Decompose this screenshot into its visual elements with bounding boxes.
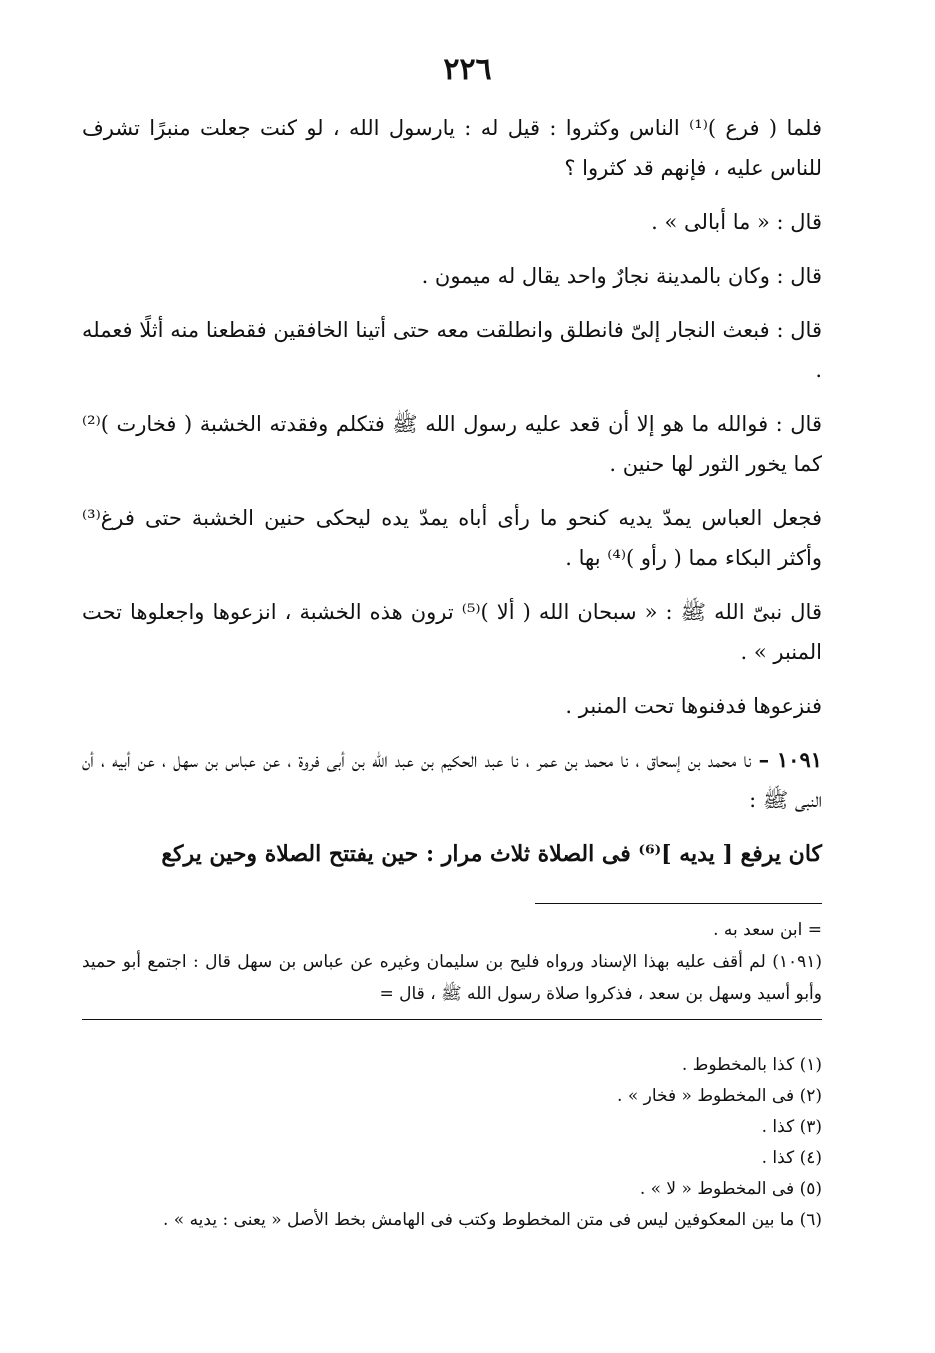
hadith-number: ١٠٩١ – xyxy=(758,747,823,772)
hadith-isnad: نا محمد بن إسحاق ، نا محمد بن عمر ، نا عبد الحكيم بن عبد الله بن أبى فروة ، عن عباس بن سهل ، عن أبيه ، أن النبى ﷺ : xyxy=(82,748,822,812)
paragraph: قال نبىّ الله ﷺ : « سبحان الله ( ألا )⁽⁵⁾ ترون هذه الخشبة ، انزعوها واجعلوها تحت المنبر » . xyxy=(82,600,822,664)
paragraph: فنزعوها فدفنوها تحت المنبر . xyxy=(565,694,822,718)
footnote: (٥) فى المخطوط « لا » . xyxy=(639,1179,822,1199)
notes-divider xyxy=(535,903,822,904)
footnote: (٤) كذا . xyxy=(761,1148,822,1168)
paragraph: قال : فوالله ما هو إلا أن قعد عليه رسول الله ﷺ فتكلم وفقدته الخشبة ( فخارت )⁽²⁾ كما يخور الثور لها حنين . xyxy=(82,412,822,476)
footnote: (٢) فى المخطوط « فخار » . xyxy=(617,1086,822,1106)
takhrij-line: (١٠٩١) لم أقف عليه بهذا الإسناد ورواه فليح بن سليمان وغيره عن عباس بن سهل قال : اجتمع أبو حميد وأبو أسيد وسهل بن سعد ، فذكروا صلاة رسول الله ﷺ ، قال = xyxy=(82,952,822,1004)
paragraph: فجعل العباس يمدّ يديه كنحو ما رأى أباه يمدّ يده ليحكى حنين الخشبة حتى فرغ⁽³⁾ وأكثر البكاء مما ( رأو )⁽⁴⁾ بها . xyxy=(82,506,822,570)
main-text xyxy=(82,108,822,888)
takhrij-notes xyxy=(82,914,822,1010)
hadith-matn: كان يرفع [ يديه ]⁽⁶⁾ فى الصلاة ثلاث مرار : حين يفتتح الصلاة وحين يركع xyxy=(161,841,822,867)
page-number: ٢٢٦ xyxy=(443,52,492,87)
footnote: (١) كذا بالمخطوط . xyxy=(681,1055,822,1075)
footnotes xyxy=(82,1050,822,1236)
footnotes-divider xyxy=(82,1019,822,1020)
paragraph: قال : وكان بالمدينة نجارٌ واحد يقال له ميمون . xyxy=(421,264,822,288)
takhrij-line: = ابن سعد به . xyxy=(713,920,822,940)
footnote: (٣) كذا . xyxy=(761,1117,822,1137)
hadith-isnad-paragraph xyxy=(82,740,822,820)
paragraph: فلما ( فرع )⁽¹⁾ الناس وكثروا : قيل له : يارسول الله ، لو كنت جعلت منبرًا تشرف للناس عليه ، فإنهم قد كثروا ؟ xyxy=(82,116,822,180)
paragraph: قال : فبعث النجار إلىّ فانطلق وانطلقت معه حتى أتينا الخافقين فقطعنا منه أثلًا فعمله . xyxy=(82,318,822,382)
footnote: (٦) ما بين المعكوفين ليس فى متن المخطوط وكتب فى الهامش بخط الأصل « يعنى : يديه » . xyxy=(162,1210,822,1230)
paragraph: قال : « ما أبالى » . xyxy=(651,210,822,234)
